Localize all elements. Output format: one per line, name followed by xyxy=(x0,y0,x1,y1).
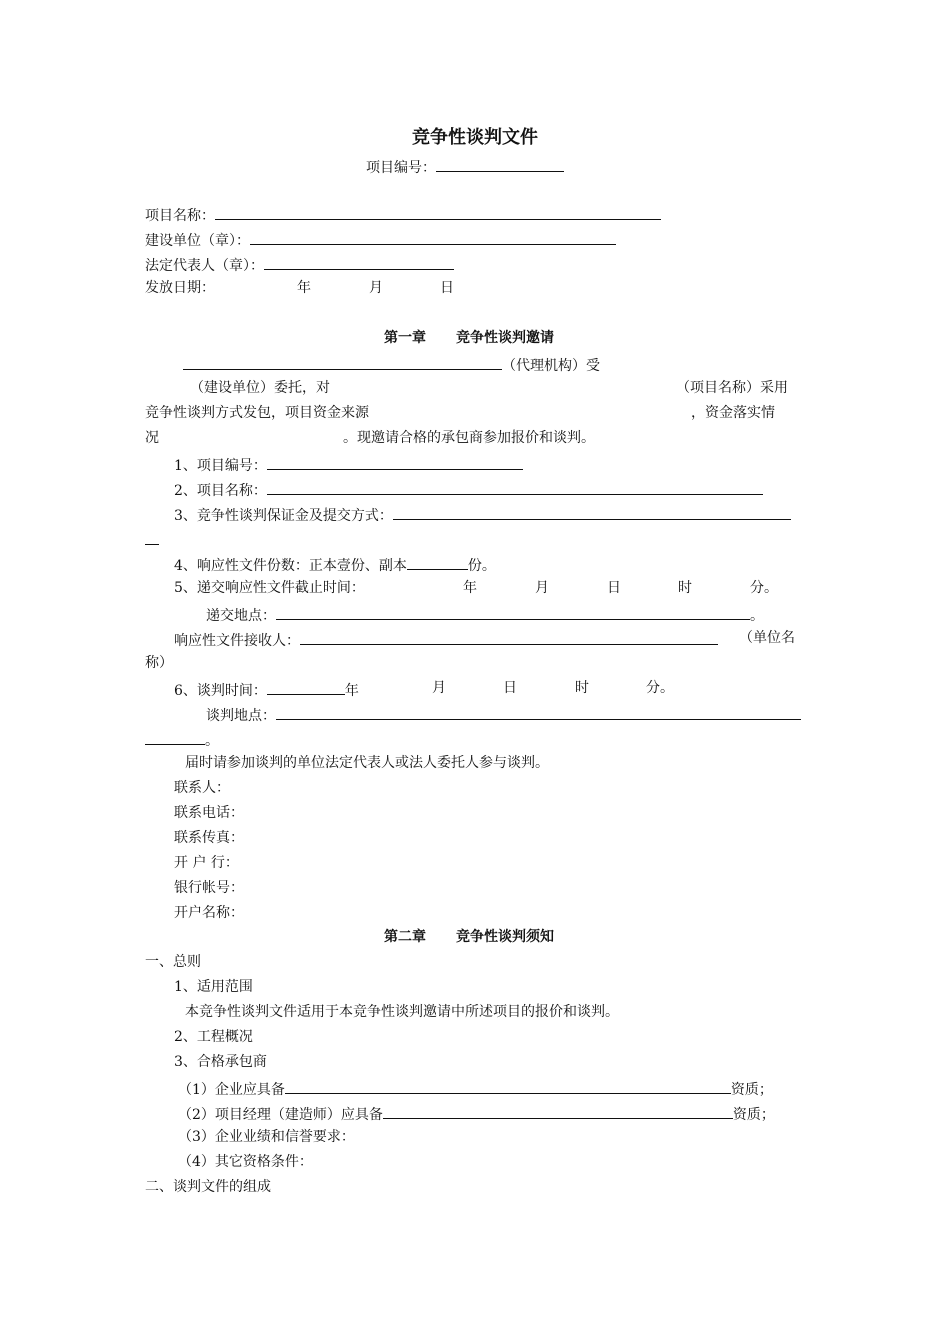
submit-place-label: 递交地点： xyxy=(206,608,276,624)
cover-legal-rep xyxy=(145,254,454,275)
negotiation-place-line xyxy=(206,704,801,725)
method-source-text: 竞争性谈判方式发包，项目资金来源 xyxy=(145,405,369,421)
item1-blank[interactable] xyxy=(267,454,523,470)
item6-blank[interactable] xyxy=(267,679,345,695)
cover-project-name-blank[interactable] xyxy=(215,204,661,220)
receiver-blank[interactable] xyxy=(300,629,718,645)
submit-place-blank[interactable] xyxy=(276,604,750,620)
qual4-text: （4）其它资格条件： xyxy=(178,1154,313,1170)
item5-year: 年 xyxy=(463,580,477,596)
item2-label: 2、项目名称： xyxy=(174,483,267,499)
item2-line xyxy=(174,479,763,500)
entrust-text: （建设单位）委托，对 xyxy=(190,380,330,396)
cover-month: 月 xyxy=(369,280,383,296)
section2-heading: 二、谈判文件的组成 xyxy=(145,1179,271,1195)
receiver-label: 响应性文件接收人： xyxy=(174,633,300,649)
cover-builder xyxy=(145,229,616,250)
bank-label: 开 户 行： xyxy=(174,855,239,871)
submit-place-period: 。 xyxy=(750,608,764,624)
item5-month: 月 xyxy=(535,580,549,596)
cover-issue-date-label: 发放日期： xyxy=(145,280,215,296)
invite-text: 。现邀请合格的承包商参加报价和谈判。 xyxy=(343,430,595,446)
funds-ready-text: ，资金落实情 xyxy=(691,405,775,421)
chapter1-subtitle: 竞争性谈判邀请 xyxy=(456,330,554,346)
item5-minute: 分。 xyxy=(750,580,778,596)
cover-builder-label: 建设单位（章）： xyxy=(145,233,250,249)
qual2-line xyxy=(178,1103,775,1124)
item4-line xyxy=(174,554,496,575)
item6-minute: 分。 xyxy=(646,680,674,696)
qual1-blank[interactable] xyxy=(285,1078,731,1094)
item3-blank-cont[interactable] xyxy=(145,529,159,550)
fax-label: 联系传真： xyxy=(174,830,244,846)
project-number-line xyxy=(366,156,564,177)
unit-name-a: （单位名 xyxy=(739,630,795,646)
phone-label: 联系电话： xyxy=(174,805,244,821)
account-name-label: 开户名称： xyxy=(174,905,244,921)
item3-blank[interactable] xyxy=(393,504,791,520)
section1-heading: 一、总则 xyxy=(145,954,201,970)
qual1-line xyxy=(178,1078,773,1099)
item1-line xyxy=(174,454,523,475)
negotiation-place-blank[interactable] xyxy=(276,704,801,720)
cover-legal-rep-blank[interactable] xyxy=(264,254,454,270)
scope-heading: 1、适用范围 xyxy=(174,979,253,995)
item6-year: 年 xyxy=(344,683,359,699)
item6-hour: 时 xyxy=(575,680,589,696)
negotiation-place-cont xyxy=(145,729,219,750)
cover-year: 年 xyxy=(297,280,311,296)
qualified-heading: 3、合格承包商 xyxy=(174,1054,267,1070)
qual1-end: 资质； xyxy=(730,1082,773,1098)
item6-line xyxy=(174,679,359,700)
item6-month: 月 xyxy=(432,680,446,696)
overview-heading: 2、工程概况 xyxy=(174,1029,253,1045)
qual3-text: （3）企业业绩和信誉要求： xyxy=(178,1129,355,1145)
scope-text: 本竞争性谈判文件适用于本竞争性谈判邀请中所述项目的报价和谈判。 xyxy=(185,1004,619,1020)
qual2-blank[interactable] xyxy=(383,1103,733,1119)
cover-project-name-label: 项目名称： xyxy=(145,208,215,224)
item6-label: 6、谈判时间： xyxy=(174,683,267,699)
agent-suffix: （代理机构）受 xyxy=(502,358,600,374)
item4-label: 4、响应性文件份数：正本壹份、副本 xyxy=(174,558,407,574)
situation-text: 况 xyxy=(145,430,159,446)
item6-day: 日 xyxy=(503,680,517,696)
item5-day: 日 xyxy=(607,580,621,596)
agent-line xyxy=(183,354,600,375)
unit-name-b: 称） xyxy=(145,655,173,671)
contact-label: 联系人： xyxy=(174,780,230,796)
cover-project-name xyxy=(145,204,661,225)
item4-suffix: 份。 xyxy=(467,558,496,574)
qual2-label: （2）项目经理（建造师）应具备 xyxy=(178,1107,383,1123)
negotiation-place-blank-cont[interactable] xyxy=(145,729,205,745)
agent-blank[interactable] xyxy=(183,354,502,370)
qual2-end: 资质； xyxy=(732,1107,775,1123)
item3-label: 3、竞争性谈判保证金及提交方式： xyxy=(174,508,393,524)
copies-blank[interactable] xyxy=(407,554,468,570)
cover-legal-rep-label: 法定代表人（章）： xyxy=(145,258,264,274)
project-number-label: 项目编号： xyxy=(366,160,436,176)
chapter2-subtitle: 竞争性谈判须知 xyxy=(456,929,554,945)
item5-hour: 时 xyxy=(678,580,692,596)
cover-builder-blank[interactable] xyxy=(250,229,616,245)
submit-place-line xyxy=(206,604,764,625)
item3-line xyxy=(174,504,791,525)
item5-label: 5、递交响应性文件截止时间： xyxy=(174,580,365,596)
project-number-blank[interactable] xyxy=(436,156,564,172)
item2-blank[interactable] xyxy=(267,479,763,495)
account-label: 银行帐号： xyxy=(174,880,244,896)
project-name-adopt-text: （项目名称）采用 xyxy=(676,380,788,396)
negotiation-place-period: 。 xyxy=(205,733,219,749)
item3-blank-cont-line xyxy=(145,529,159,545)
qual1-label: （1）企业应具备 xyxy=(178,1082,285,1098)
attend-text: 届时请参加谈判的单位法定代表人或法人委托人参与谈判。 xyxy=(185,755,549,771)
item1-label: 1、项目编号： xyxy=(174,458,267,474)
cover-day: 日 xyxy=(440,280,454,296)
receiver-line xyxy=(174,629,718,650)
negotiation-place-label: 谈判地点： xyxy=(206,708,276,724)
document-title: 竞争性谈判文件 xyxy=(412,127,538,148)
chapter2-title: 第二章 xyxy=(384,929,426,945)
chapter1-title: 第一章 xyxy=(384,330,426,346)
